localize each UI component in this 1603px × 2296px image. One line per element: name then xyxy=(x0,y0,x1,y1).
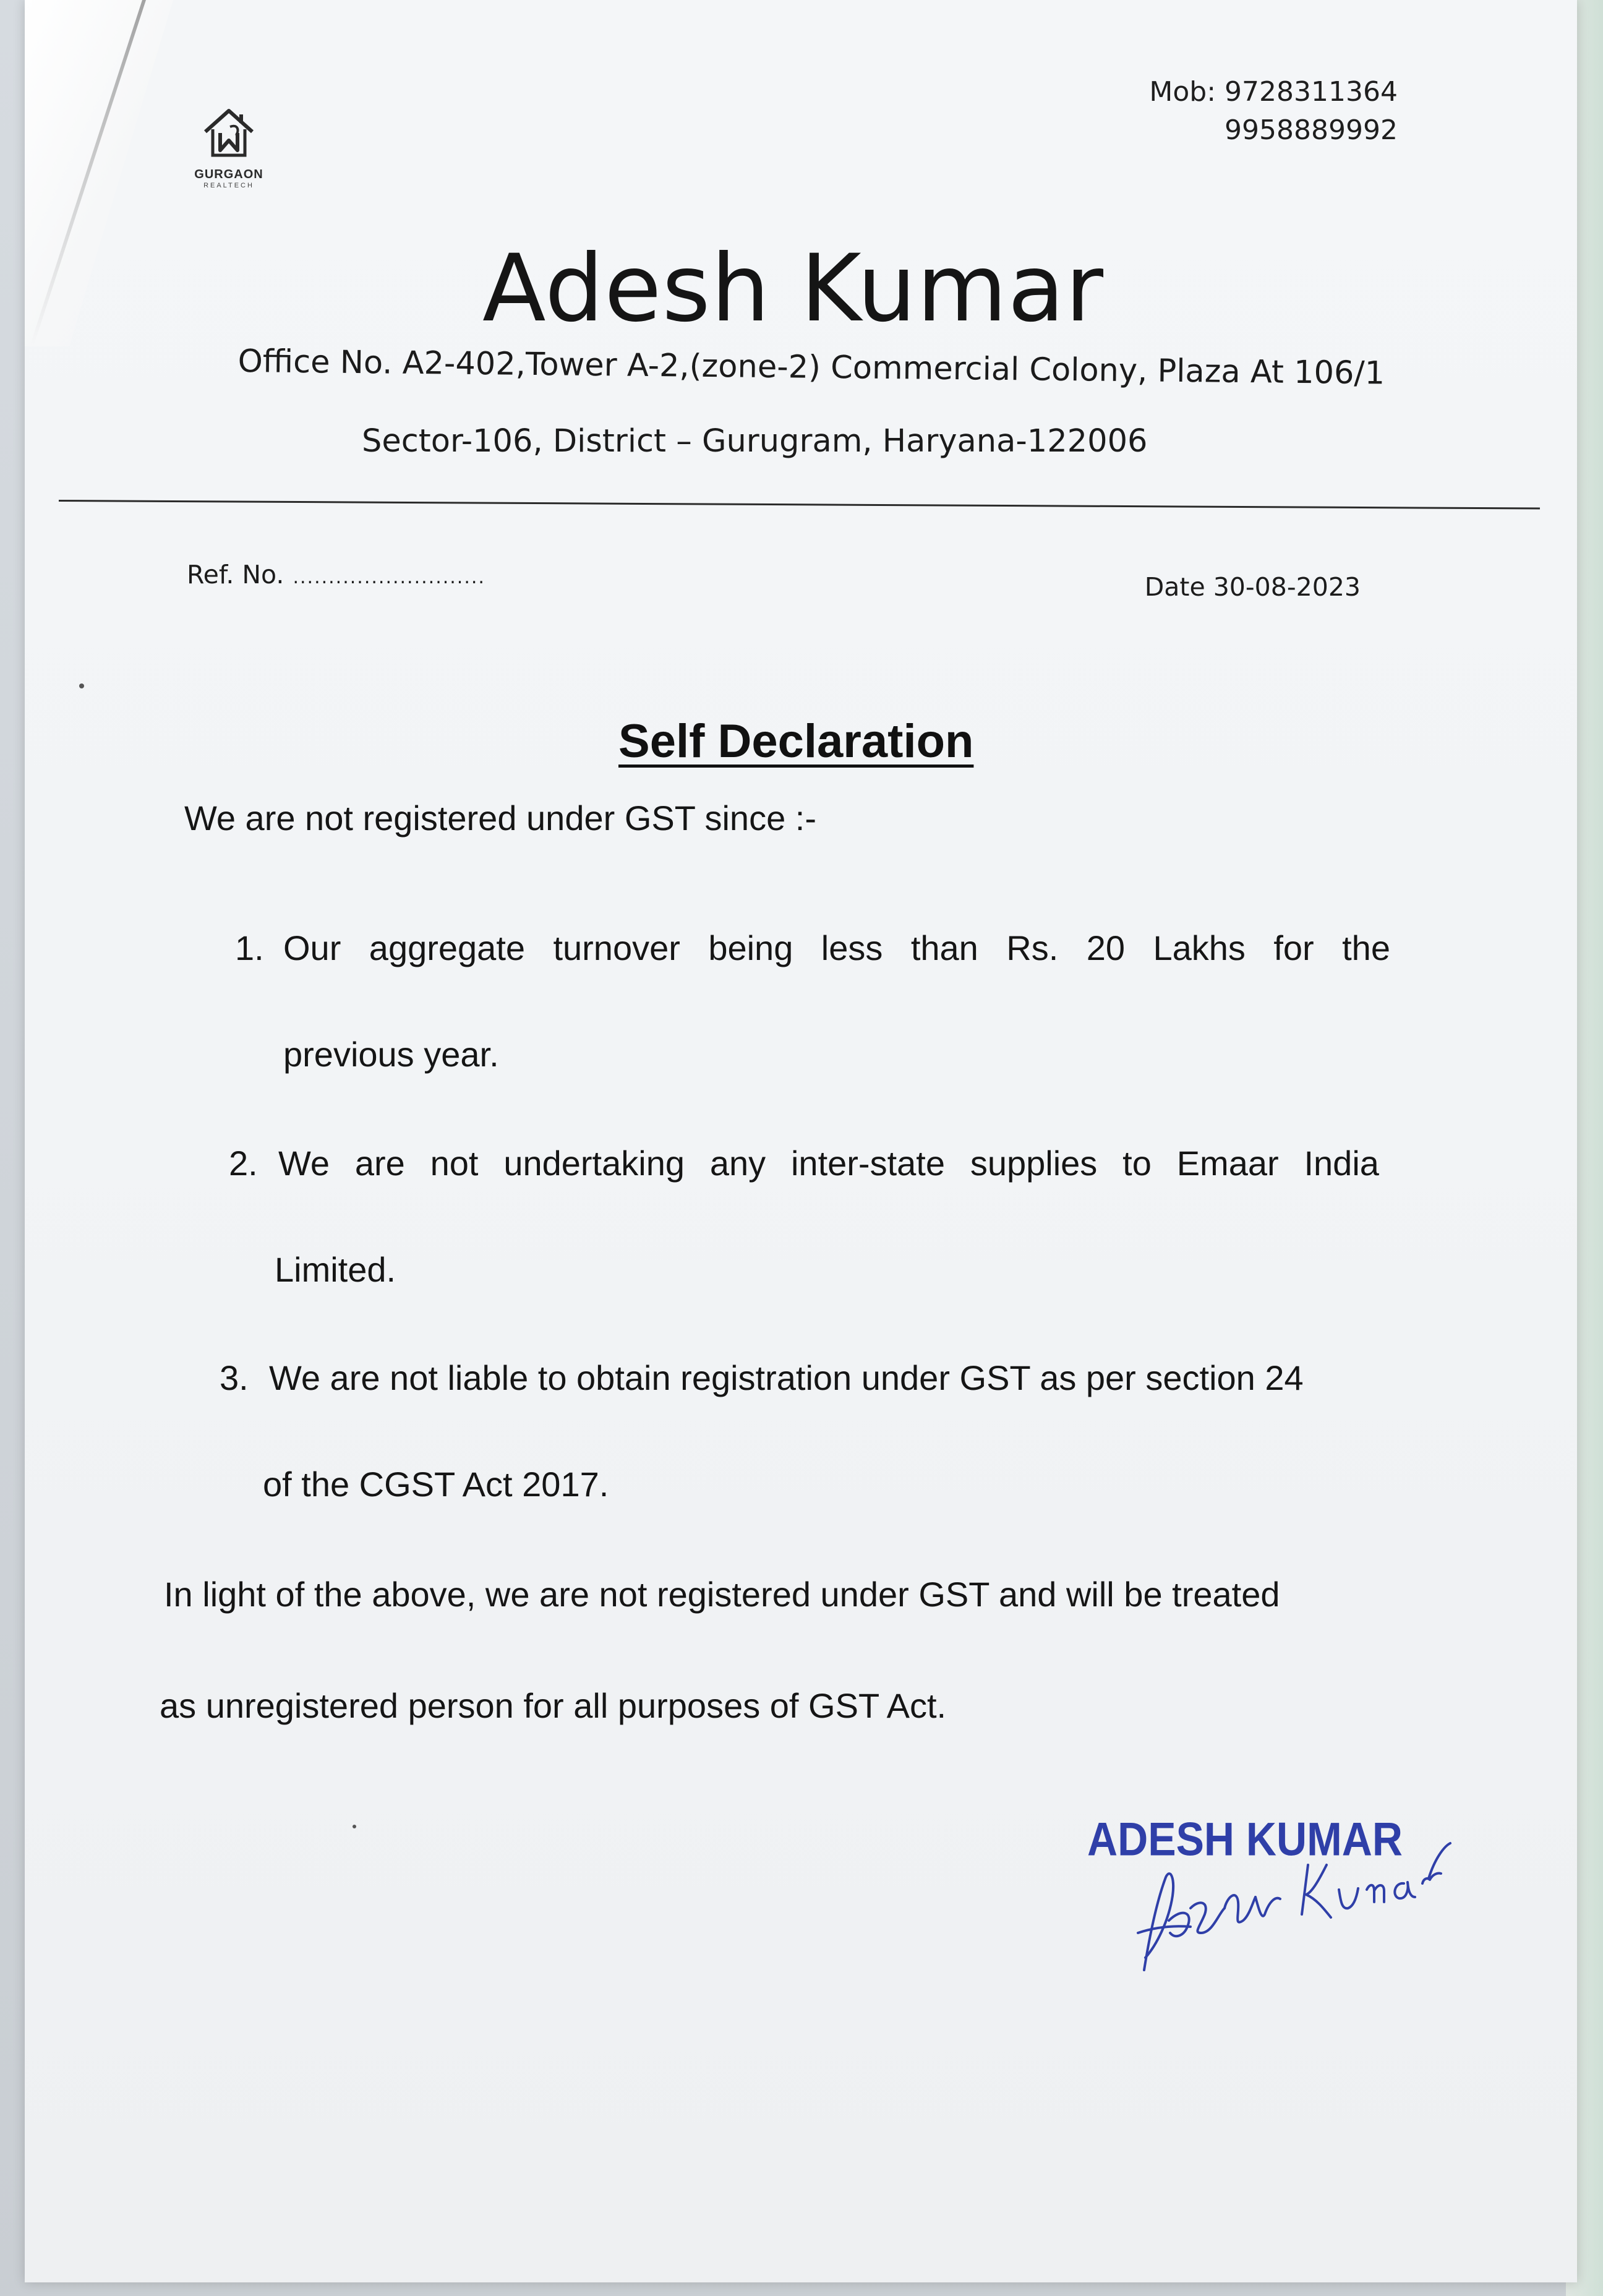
paper-speck xyxy=(353,1825,356,1828)
item-number: 3. xyxy=(220,1358,249,1397)
item-word: 20 xyxy=(1086,928,1125,967)
item-line-2: previous year. xyxy=(283,1035,499,1074)
document-page xyxy=(25,0,1577,2282)
house-logo-icon xyxy=(198,102,260,164)
logo-subtext: REALTECH xyxy=(203,182,254,189)
item-number: 2. xyxy=(229,1144,258,1183)
item-word: the xyxy=(1342,928,1390,967)
item-word: supplies xyxy=(970,1144,1098,1183)
item-word: not xyxy=(430,1144,479,1183)
item-word: We xyxy=(278,1144,330,1183)
letterhead-name: Adesh Kumar xyxy=(482,235,1105,343)
declaration-title: Self Declaration xyxy=(618,715,974,768)
item-line-2: of the CGST Act 2017. xyxy=(263,1465,609,1504)
ref-value: ........................... xyxy=(293,567,485,588)
handwritten-signature xyxy=(1132,1840,1453,1985)
item-word: less xyxy=(821,928,883,967)
company-logo xyxy=(182,102,275,201)
address-line-2: Sector-106, District – Gurugram, Haryana-122006 xyxy=(362,423,1148,460)
mobile-numbers xyxy=(1149,73,1398,150)
logo-text: GURGAON xyxy=(194,168,263,181)
item-number: 1. xyxy=(235,928,264,967)
paper-speck xyxy=(79,683,84,688)
item-word: inter-state xyxy=(790,1144,945,1183)
name-stamp: ADESH KUMAR xyxy=(1087,1813,1403,1866)
item-line-2: Limited. xyxy=(275,1250,396,1289)
item-line-1-text: We are not liable to obtain registration under GST as per section 24 xyxy=(269,1358,1304,1397)
item-line-1 xyxy=(283,928,1390,968)
item-line-1 xyxy=(278,1143,1379,1183)
ref-label: Ref. No. xyxy=(187,560,284,589)
item-word: any xyxy=(709,1144,766,1183)
item-word: turnover xyxy=(553,928,680,967)
item-word: are xyxy=(354,1144,405,1183)
item-word: being xyxy=(708,928,793,967)
item-word: Rs. xyxy=(1006,928,1059,967)
mobile-secondary: 9958889992 xyxy=(1225,114,1398,146)
item-word: Our xyxy=(283,928,341,967)
item-word: aggregate xyxy=(369,928,526,967)
item-word: undertaking xyxy=(503,1144,685,1183)
item-line-1 xyxy=(269,1358,1370,1398)
header-divider xyxy=(59,500,1540,510)
document-date: Date 30-08-2023 xyxy=(1144,572,1361,602)
item-word: India xyxy=(1304,1144,1379,1183)
item-word: Lakhs xyxy=(1153,928,1246,967)
declaration-intro: We are not registered under GST since :- xyxy=(184,799,816,837)
conclusion-line-2: as unregistered person for all purposes of GST Act. xyxy=(160,1686,947,1725)
item-word: for xyxy=(1273,928,1314,967)
item-word: to xyxy=(1122,1144,1152,1183)
item-word: Emaar xyxy=(1176,1144,1279,1183)
mobile-primary: Mob: 9728311364 xyxy=(1149,76,1398,108)
address-line-1: Office No. A2-402,Tower A-2,(zone-2) Commercial Colony, Plaza At 106/1 xyxy=(237,343,1385,392)
signature-icon xyxy=(1132,1840,1453,1982)
conclusion-line-1: In light of the above, we are not registered under GST and will be treated xyxy=(164,1575,1280,1614)
reference-number xyxy=(187,560,485,589)
item-word: than xyxy=(910,928,978,967)
